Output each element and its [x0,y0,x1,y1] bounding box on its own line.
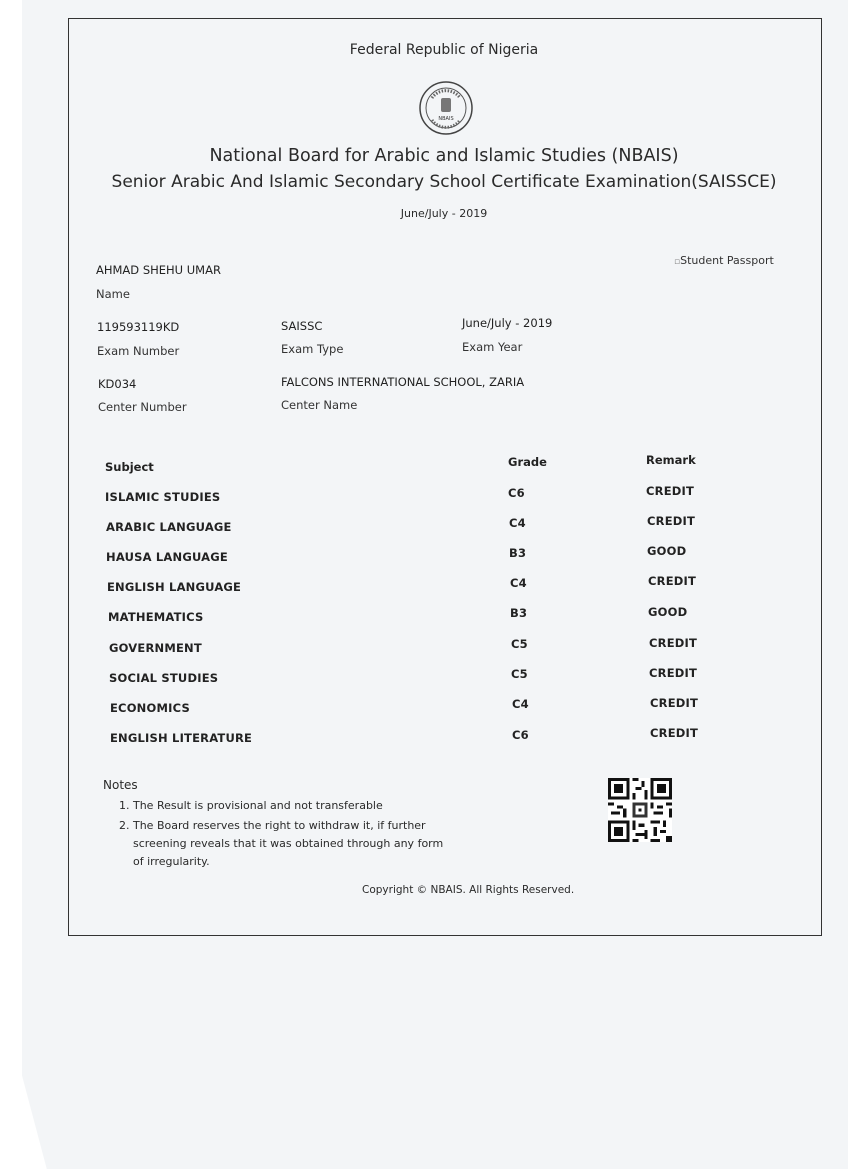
remark-cell: CREDIT [650,696,699,710]
broken-image-icon: ▫ [674,257,681,267]
result-row [0,544,850,580]
remark-cell: CREDIT [650,726,699,740]
grade-cell: C5 [511,637,528,651]
result-row [0,696,850,731]
exam-title: Senior Arabic And Islamic Secondary School Certificate Examination(SAISSCE) [111,172,777,192]
name-label: Name [96,287,130,301]
result-row [0,484,850,520]
exam-type: SAISSC [281,319,323,333]
note-item: 1. The Result is provisional and not transferable [119,799,383,812]
nbais-seal-icon [418,80,474,136]
candidate-name: AHMAD SHEHU UMAR [96,263,221,277]
remark-header: Remark [646,453,696,467]
result-row [0,726,850,761]
subject-cell: GOVERNMENT [109,641,202,655]
result-row [0,666,850,701]
subject-header: Subject [105,460,154,474]
exam-type-label: Exam Type [281,342,344,356]
grade-cell: C4 [512,697,529,711]
subject-cell: ISLAMIC STUDIES [105,490,221,504]
remark-cell: GOOD [647,544,687,558]
copyright-text: Copyright © NBAIS. All Rights Reserved. [362,884,575,896]
grade-cell: C4 [509,516,526,530]
seal-text: NBAIS [438,116,454,122]
subject-cell: ENGLISH LITERATURE [110,731,253,745]
result-row [0,605,850,640]
subject-cell: ENGLISH LANGUAGE [107,580,242,594]
subject-cell: ARABIC LANGUAGE [106,520,232,534]
subject-cell: ECONOMICS [110,701,190,715]
subject-cell: HAUSA LANGUAGE [106,550,228,564]
grade-cell: B3 [510,606,528,620]
remark-cell: CREDIT [649,636,698,650]
exam-session: June/July - 2019 [400,207,488,220]
result-row [0,574,850,610]
exam-year: June/July - 2019 [462,316,553,330]
remark-cell: CREDIT [646,484,695,498]
republic-heading: Federal Republic of Nigeria [349,42,539,58]
center-number-label: Center Number [98,400,187,414]
grade-cell: C6 [508,486,525,500]
passport-alt-text: Student Passport [680,254,774,267]
exam-number-label: Exam Number [97,344,180,358]
note-item: 2. The Board reserves the right to withdraw it, if further screening reveals that it was obtained through any form of irregularity. [119,819,444,868]
remark-cell: CREDIT [649,666,698,680]
subject-cell: MATHEMATICS [108,610,204,624]
grade-cell: C6 [512,728,529,742]
remark-cell: CREDIT [647,514,696,528]
grade-cell: C5 [511,667,528,681]
remark-cell: GOOD [648,605,688,619]
grade-header: Grade [508,455,547,469]
exam-number: 119593119KD [97,320,180,334]
remark-cell: CREDIT [648,574,697,588]
center-name: FALCONS INTERNATIONAL SCHOOL, ZARIA [281,375,525,389]
exam-year-label: Exam Year [462,340,523,354]
subject-cell: SOCIAL STUDIES [109,671,219,685]
grade-cell: C4 [510,576,527,590]
result-row [0,514,850,550]
grade-cell: B3 [509,546,527,560]
qr-code-icon [608,778,672,842]
result-row [0,636,850,671]
notes-title: Notes [103,778,138,792]
board-title: National Board for Arabic and Islamic Studies (NBAIS) [209,146,679,166]
center-number: KD034 [98,377,137,391]
student-passport-image [674,254,774,267]
center-name-label: Center Name [281,398,358,412]
